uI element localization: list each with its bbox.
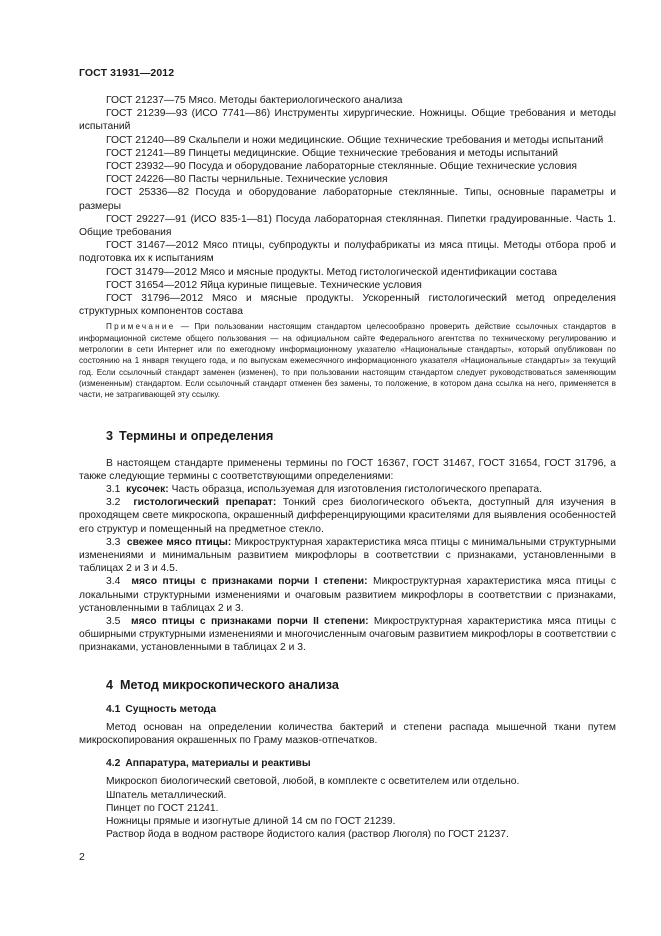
method-principle-text: Метод основан на определении количества бактерий и степени распада мышечной ткани путем микроскопирования окрашенных по Граму мазков-отпечатков. [79, 721, 616, 746]
page-number: 2 [79, 851, 85, 863]
section-3-body [79, 457, 616, 655]
equipment-list [79, 775, 616, 841]
reference-item: ГОСТ 31479—2012 Мясо и мясные продукты. Метод гистологической идентификации состава [106, 266, 557, 278]
reference-item: ГОСТ 21241—89 Пинцеты медицинские. Общие технические требования и методы испытаний [106, 147, 558, 159]
section-3-heading [106, 428, 616, 444]
section-number: 3 [106, 428, 114, 443]
subsection-title: Сущность метода [125, 703, 217, 715]
term-definition [79, 615, 616, 655]
term-definition [79, 536, 616, 576]
term-name: мясо птицы с признаками порчи I степени: [131, 576, 368, 588]
subsection-4-1-body [79, 721, 616, 747]
normative-references-list [79, 94, 616, 318]
document-body [79, 94, 616, 841]
term-number: 3.4 [106, 576, 121, 588]
reference-item: ГОСТ 21239—93 (ИСО 7741—86) Инструменты хирургические. Ножницы. Общие требования и методы испытаний [79, 108, 616, 133]
section-3-intro: В настоящем стандарте применены термины по ГОСТ 16367, ГОСТ 31467, ГОСТ 31654, ГОСТ 31796, а также следующие термины с соответствующими определениями: [79, 457, 616, 482]
subsection-title: Аппаратура, материалы и реактивы [125, 758, 311, 770]
term-number: 3.3 [106, 536, 121, 548]
subsection-number: 4.1 [106, 703, 121, 715]
equipment-item: Ножницы прямые и изогнутые длиной 14 см по ГОСТ 21239. [106, 816, 396, 827]
term-name: свежее мясо птицы: [126, 536, 232, 548]
term-text: Тонкий срез биологического объекта, доступный для изучения в проходящем свете микроскопа, окрашенный дифференцирующими красителями для выявления особенностей его структур и помещенный на предметное стекло. [79, 497, 616, 535]
subsection-number: 4.2 [106, 758, 121, 770]
term-text: Микроструктурная характеристика мяса птицы с обширными структурными изменениями и многочисленным очаговым развитием микрофлоры в соответствии с признаками, установленными в таблицах 2 и 3. [79, 615, 616, 654]
subsection-4-1-heading [106, 703, 616, 716]
section-4-heading [106, 677, 616, 693]
term-text: Часть образца, используемая для изготовления гистологического препарата. [168, 483, 542, 495]
equipment-item: Раствор йода в водном растворе йодистого калия (раствор Люголя) по ГОСТ 21237. [106, 829, 509, 841]
equipment-item: Пинцет по ГОСТ 21241. [106, 802, 219, 814]
note-paragraph [79, 321, 616, 400]
note-label: Примечание [106, 322, 176, 332]
equipment-item: Шпатель металлический. [106, 789, 227, 801]
note-text: — При пользовании настоящим стандартом целесообразно проверить действие ссылочных стандартов в информационной системе общего пользования — на официальном сайте Федерального агентства по техническому регулированию и метрологии в сети Интернет или по ежегодному информационному указателю «Национальные стандарты», который опубликован по состоянию на 1 января текущего года, и по выпускам ежемесячного информационного указателя «Национальные стандарты» за текущий год. Если ссылочный стандарт заменен (изменен), то при пользовании настоящим стандартом следует руководствоваться заменяющим (измененным) стандартом. Если ссылочный стандарт отменен без замены, то положение, в котором дана ссылка на него, применяется в части, не затрагивающей эту ссылку. [79, 322, 616, 400]
reference-item: ГОСТ 29227—91 (ИСО 835-1—81) Посуда лабораторная стеклянная. Пипетки градуированные. Часть 1. Общие требования [79, 213, 616, 239]
reference-item: ГОСТ 25336—82 Посуда и оборудование лабораторные стеклянные. Типы, основные параметры и размеры [79, 187, 616, 212]
section-title: Метод микроскопического анализа [120, 677, 339, 692]
reference-item: ГОСТ 23932—90 Посуда и оборудование лабораторные стеклянные. Общие технические условия [106, 161, 577, 173]
term-name: гистологический препарат: [133, 497, 277, 509]
reference-item: ГОСТ 21237—75 Мясо. Методы бактериологического анализа [106, 95, 403, 106]
term-definition [79, 496, 616, 536]
document-header: ГОСТ 31931—2012 [79, 67, 175, 79]
term-definition [79, 483, 616, 496]
reference-item: ГОСТ 24226—80 Пасты чернильные. Технические условия [106, 174, 388, 186]
term-name: мясо птицы с признаками порчи II степени: [130, 615, 369, 627]
section-title: Термины и определения [119, 428, 274, 443]
term-number: 3.2 [106, 497, 121, 509]
term-text: Микроструктурная характеристика мяса птицы с локальными структурными изменениями и очаговым развитием микрофлоры в соответствии с признаками, установленными в таблицах 2 и 3. [79, 576, 616, 614]
term-text: Микроструктурная характеристика мяса птицы с минимальными структурными изменениями и минимальным развитием микрофлоры в соответствии с признаками, установленными в таблицах 2 и 3 и 4.5. [79, 536, 616, 575]
term-number: 3.5 [106, 615, 121, 627]
reference-item: ГОСТ 31796—2012 Мясо и мясные продукты. Ускоренный гистологический метод определения структурных компонентов состава [79, 293, 616, 318]
section-number: 4 [106, 677, 114, 692]
equipment-item: Микроскоп биологический световой, любой, в комплекте с осветителем или отдельно. [106, 776, 520, 788]
reference-item: ГОСТ 21240—89 Скальпели и ножи медицинские. Общие технические требования и методы испытаний [106, 134, 604, 146]
reference-item: ГОСТ 31654—2012 Яйца куриные пищевые. Технические условия [106, 279, 422, 291]
term-name: кусочек: [126, 483, 169, 495]
subsection-4-2-heading [106, 757, 616, 770]
term-definition [79, 575, 616, 615]
reference-item: ГОСТ 31467—2012 Мясо птицы, субпродукты и полуфабрикаты из мяса птицы. Методы отбора проб и подготовка их к испытаниям [79, 240, 616, 265]
term-number: 3.1 [106, 483, 121, 495]
